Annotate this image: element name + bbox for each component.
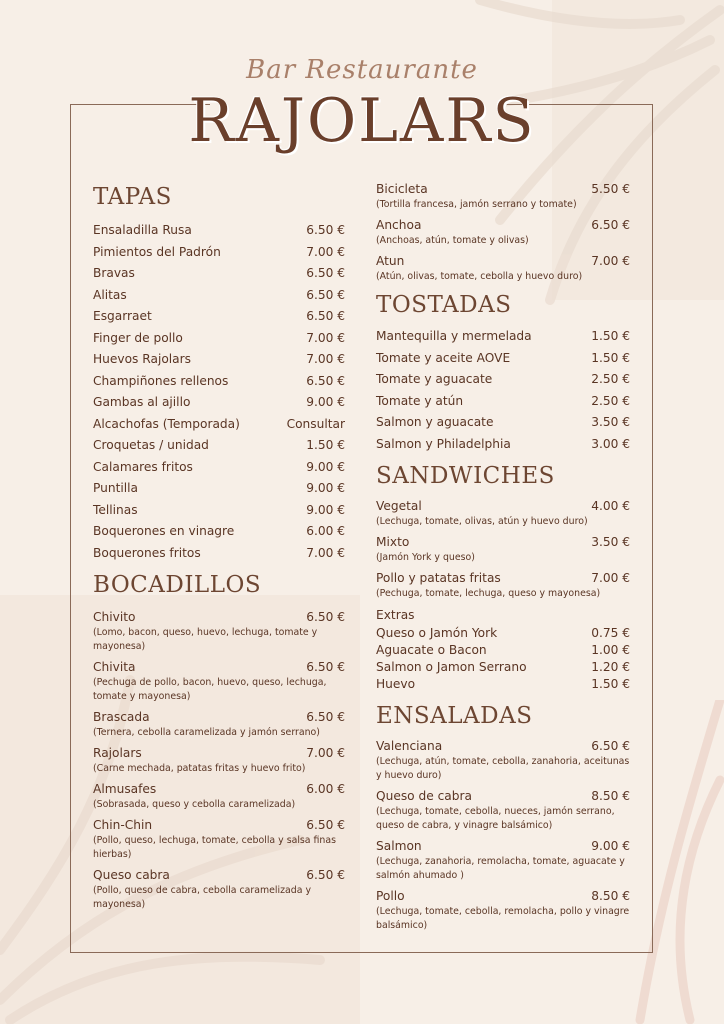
menu-item-description: (Lechuga, atún, tomate, cebolla, zanahoria, aceitunas y huevo duro)	[376, 756, 630, 781]
menu-item	[93, 543, 345, 565]
menu-item-price: 7.00 €	[591, 254, 630, 268]
menu-item	[93, 780, 345, 812]
menu-item-price: 7.00 €	[306, 746, 345, 760]
menu-item-price: 1.50 €	[306, 438, 345, 452]
menu-item-name: Boquerones fritos	[93, 545, 201, 560]
menu-item-description: (Lechuga, tomate, olivas, atún y huevo duro)	[376, 516, 588, 527]
extra-item-name: Huevo	[376, 677, 416, 691]
menu-item-name: Croquetas / unidad	[93, 438, 209, 452]
menu-item-description: (Sobrasada, queso y cebolla caramelizada)	[93, 799, 296, 810]
extra-item	[376, 676, 630, 693]
menu-item	[376, 887, 630, 933]
menu-item	[93, 478, 345, 500]
menu-item-price: 9.00 €	[591, 839, 630, 853]
menu-item	[93, 816, 345, 862]
menu-item-name: Bravas	[93, 266, 135, 280]
menu-item	[376, 391, 630, 413]
menu-item-header	[93, 608, 345, 626]
menu-item	[93, 500, 345, 522]
menu-item-price: 2.50 €	[591, 372, 630, 386]
menu-item-name: Huevos Rajolars	[93, 352, 192, 366]
menu-item-price: 9.00 €	[306, 459, 345, 474]
menu-item-name: Salmon y aguacate	[376, 415, 494, 429]
menu-item-header	[376, 497, 630, 515]
section-title-ensaladas: ENSALADAS	[376, 703, 533, 729]
menu-item	[376, 252, 630, 284]
menu-item-price: 9.00 €	[306, 395, 345, 409]
menu-item	[93, 414, 345, 436]
menu-item-price: 7.00 €	[306, 352, 345, 366]
menu-item-price: 9.00 €	[306, 502, 345, 517]
menu-item-header	[93, 744, 345, 762]
menu-item-name: Calamares fritos	[93, 459, 193, 474]
menu-item	[376, 434, 630, 456]
menu-item-description: (Ternera, cebolla caramelizada y jamón serrano)	[93, 727, 320, 738]
menu-item-name: Valenciana	[376, 739, 443, 753]
restaurant-subtitle: Bar Restaurante	[246, 55, 478, 85]
menu-item-price: 9.00 €	[306, 481, 345, 495]
menu-item-header	[93, 816, 345, 834]
menu-item-price: 7.00 €	[306, 545, 345, 560]
menu-item	[376, 497, 630, 529]
menu-item-price: 6.00 €	[306, 524, 345, 538]
menu-item-price: 3.00 €	[591, 436, 630, 451]
menu-item-price: 6.50 €	[306, 309, 345, 323]
menu-item	[93, 220, 345, 242]
menu-item-price: 1.50 €	[591, 350, 630, 365]
menu-item-description: (Anchoas, atún, tomate y olivas)	[376, 235, 529, 246]
menu-item-price: 8.50 €	[591, 789, 630, 803]
sandwiches-list	[376, 497, 630, 601]
menu-right-column	[376, 180, 630, 937]
menu-item	[93, 866, 345, 912]
menu-item-name: Finger de pollo	[93, 330, 183, 345]
menu-item-price: 6.50 €	[306, 868, 345, 882]
restaurant-title: RAJOLARS	[188, 86, 536, 156]
section-title-tostadas: TOSTADAS	[376, 292, 512, 318]
menu-item-header	[376, 837, 630, 855]
menu-item	[376, 348, 630, 370]
extra-item-price: 0.75 €	[591, 626, 630, 640]
extras-label: Extras	[376, 608, 415, 622]
menu-item-description: (Pechuga, tomate, lechuga, queso y mayonesa)	[376, 588, 601, 599]
menu-item-price: 7.00 €	[306, 244, 345, 259]
menu-item-name: Chin-Chin	[93, 818, 153, 832]
menu-item-name: Pollo y patatas fritas	[376, 571, 501, 585]
tostadas-list	[376, 326, 630, 455]
bocadillos-list	[93, 608, 345, 912]
menu-item	[376, 533, 630, 565]
menu-item-description: (Lechuga, zanahoria, remolacha, tomate, aguacate y salmón ahumado )	[376, 856, 625, 881]
menu-item-name: Bicicleta	[376, 182, 428, 196]
menu-item-price: 6.50 €	[306, 223, 345, 237]
menu-item-description: (Pechuga de pollo, bacon, huevo, queso, lechuga, tomate y mayonesa)	[93, 677, 327, 702]
menu-item-name: Anchoa	[376, 218, 422, 232]
menu-item	[93, 306, 345, 328]
menu-item-name: Chivito	[93, 610, 136, 624]
menu-item-name: Alitas	[93, 287, 127, 302]
menu-item-price: 7.00 €	[306, 330, 345, 345]
menu-item-name: Champiñones rellenos	[93, 373, 229, 388]
section-title-sandwiches: SANDWICHES	[376, 463, 555, 489]
menu-item	[93, 349, 345, 371]
menu-item-description: (Lomo, bacon, queso, huevo, lechuga, tomate y mayonesa)	[93, 627, 318, 652]
menu-item-name: Salmon	[376, 839, 422, 853]
menu-item-header	[93, 780, 345, 798]
menu-item	[376, 180, 630, 212]
menu-item-price: 4.00 €	[591, 499, 630, 513]
menu-item-description: (Pollo, queso de cabra, cebolla caramelizada y mayonesa)	[93, 885, 312, 910]
menu-item	[93, 285, 345, 307]
menu-item-name: Tomate y aguacate	[376, 372, 493, 386]
extra-item-name: Aguacate o Bacon	[376, 643, 487, 657]
menu-item-name: Salmon y Philadelphia	[376, 436, 511, 451]
menu-left-column	[93, 182, 345, 916]
menu-item-price: 6.50 €	[306, 710, 345, 724]
menu-item-name: Tomate y atún	[376, 393, 464, 408]
menu-item	[376, 326, 630, 348]
menu-item-description: (Pollo, queso, lechuga, tomate, cebolla y salsa finas hierbas)	[93, 835, 337, 860]
menu-item	[376, 216, 630, 248]
extra-item-price: 1.00 €	[591, 643, 630, 657]
menu-item	[93, 263, 345, 285]
menu-item-price: 3.50 €	[591, 415, 630, 429]
menu-item-name: Vegetal	[376, 499, 422, 513]
menu-item-name: Chivita	[93, 660, 136, 674]
menu-item	[93, 242, 345, 264]
menu-item	[376, 369, 630, 391]
menu-item-description: (Lechuga, tomate, cebolla, remolacha, pollo y vinagre balsámico)	[376, 906, 630, 931]
menu-item	[93, 521, 345, 543]
menu-item-header	[376, 216, 630, 234]
menu-item-price: 8.50 €	[591, 889, 630, 903]
menu-item-header	[376, 533, 630, 551]
menu-item-price: 6.50 €	[591, 218, 630, 232]
menu-item-price: 6.50 €	[306, 818, 345, 832]
menu-item-name: Atun	[376, 254, 405, 268]
menu-item	[93, 708, 345, 740]
menu-item-price: 6.50 €	[306, 660, 345, 674]
menu-item-name: Queso cabra	[93, 868, 170, 882]
menu-item	[93, 658, 345, 704]
extras-list	[376, 625, 630, 693]
extra-item-price: 1.50 €	[591, 677, 630, 691]
menu-item-header	[376, 737, 630, 755]
menu-item	[93, 744, 345, 776]
menu-item	[93, 608, 345, 654]
menu-item-header	[376, 887, 630, 905]
section-title-bocadillos: BOCADILLOS	[93, 572, 262, 598]
menu-item-price: 3.50 €	[591, 535, 630, 549]
menu-item-name: Ensaladilla Rusa	[93, 223, 192, 237]
menu-item-name: Pimientos del Padrón	[93, 244, 221, 259]
menu-item-name: Alcachofas (Temporada)	[93, 416, 240, 431]
menu-item	[376, 412, 630, 434]
menu-item-header	[376, 180, 630, 198]
menu-item-price: 6.50 €	[306, 610, 345, 624]
menu-item-name: Brascada	[93, 710, 150, 724]
bocadillos-continued-list	[376, 180, 630, 284]
menu-item-description: (Tortilla francesa, jamón serrano y tomate)	[376, 199, 577, 210]
menu-item-header	[376, 252, 630, 270]
menu-item-header	[376, 569, 630, 587]
menu-item-name: Mantequilla y mermelada	[376, 329, 532, 343]
menu-item-header	[93, 866, 345, 884]
menu-item-header	[376, 787, 630, 805]
tapas-list	[93, 220, 345, 564]
menu-item-price: 5.50 €	[591, 182, 630, 196]
extra-item	[376, 659, 630, 676]
menu-item	[376, 787, 630, 833]
menu-item	[376, 837, 630, 883]
menu-item-name: Tomate y aceite AOVE	[376, 350, 511, 365]
menu-item-price: 6.50 €	[306, 287, 345, 302]
menu-item-name: Queso de cabra	[376, 789, 472, 803]
menu-item-name: Puntilla	[93, 481, 138, 495]
extra-item	[376, 625, 630, 642]
menu-item	[93, 457, 345, 479]
extra-item-name: Queso o Jamón York	[376, 626, 498, 640]
menu-item-name: Gambas al ajillo	[93, 395, 191, 409]
extra-item	[376, 642, 630, 659]
menu-item-price: Consultar	[286, 416, 345, 431]
menu-item-price: 1.50 €	[591, 329, 630, 343]
menu-item-description: (Carne mechada, patatas fritas y huevo frito)	[93, 763, 306, 774]
menu-item-header	[93, 658, 345, 676]
ensaladas-list	[376, 737, 630, 933]
menu-item-price: 6.50 €	[306, 266, 345, 280]
extra-item-price: 1.20 €	[591, 660, 630, 674]
extra-item-name: Salmon o Jamon Serrano	[376, 660, 527, 674]
menu-item-price: 6.00 €	[306, 782, 345, 796]
menu-item	[376, 569, 630, 601]
menu-item-description: (Jamón York y queso)	[376, 552, 475, 563]
menu-item	[93, 328, 345, 350]
section-title-tapas: TAPAS	[93, 184, 172, 210]
menu-item-price: 6.50 €	[306, 373, 345, 388]
menu-item	[93, 371, 345, 393]
menu-item-name: Boquerones en vinagre	[93, 524, 235, 538]
menu-item-price: 7.00 €	[591, 571, 630, 585]
menu-item-description: (Lechuga, tomate, cebolla, nueces, jamón serrano, queso de cabra, y vinagre balsámico)	[376, 806, 615, 831]
menu-item	[93, 392, 345, 414]
menu-item-header	[93, 708, 345, 726]
menu-item	[376, 737, 630, 783]
menu-item-price: 2.50 €	[591, 393, 630, 408]
menu-item-name: Tellinas	[93, 502, 138, 517]
menu-item-name: Almusafes	[93, 782, 157, 796]
menu-item-name: Esgarraet	[93, 309, 152, 323]
menu-item-description: (Atún, olivas, tomate, cebolla y huevo duro)	[376, 271, 583, 282]
menu-item	[93, 435, 345, 457]
menu-item-price: 6.50 €	[591, 739, 630, 753]
menu-item-name: Pollo	[376, 889, 405, 903]
menu-item-name: Rajolars	[93, 746, 142, 760]
menu-item-name: Mixto	[376, 535, 410, 549]
